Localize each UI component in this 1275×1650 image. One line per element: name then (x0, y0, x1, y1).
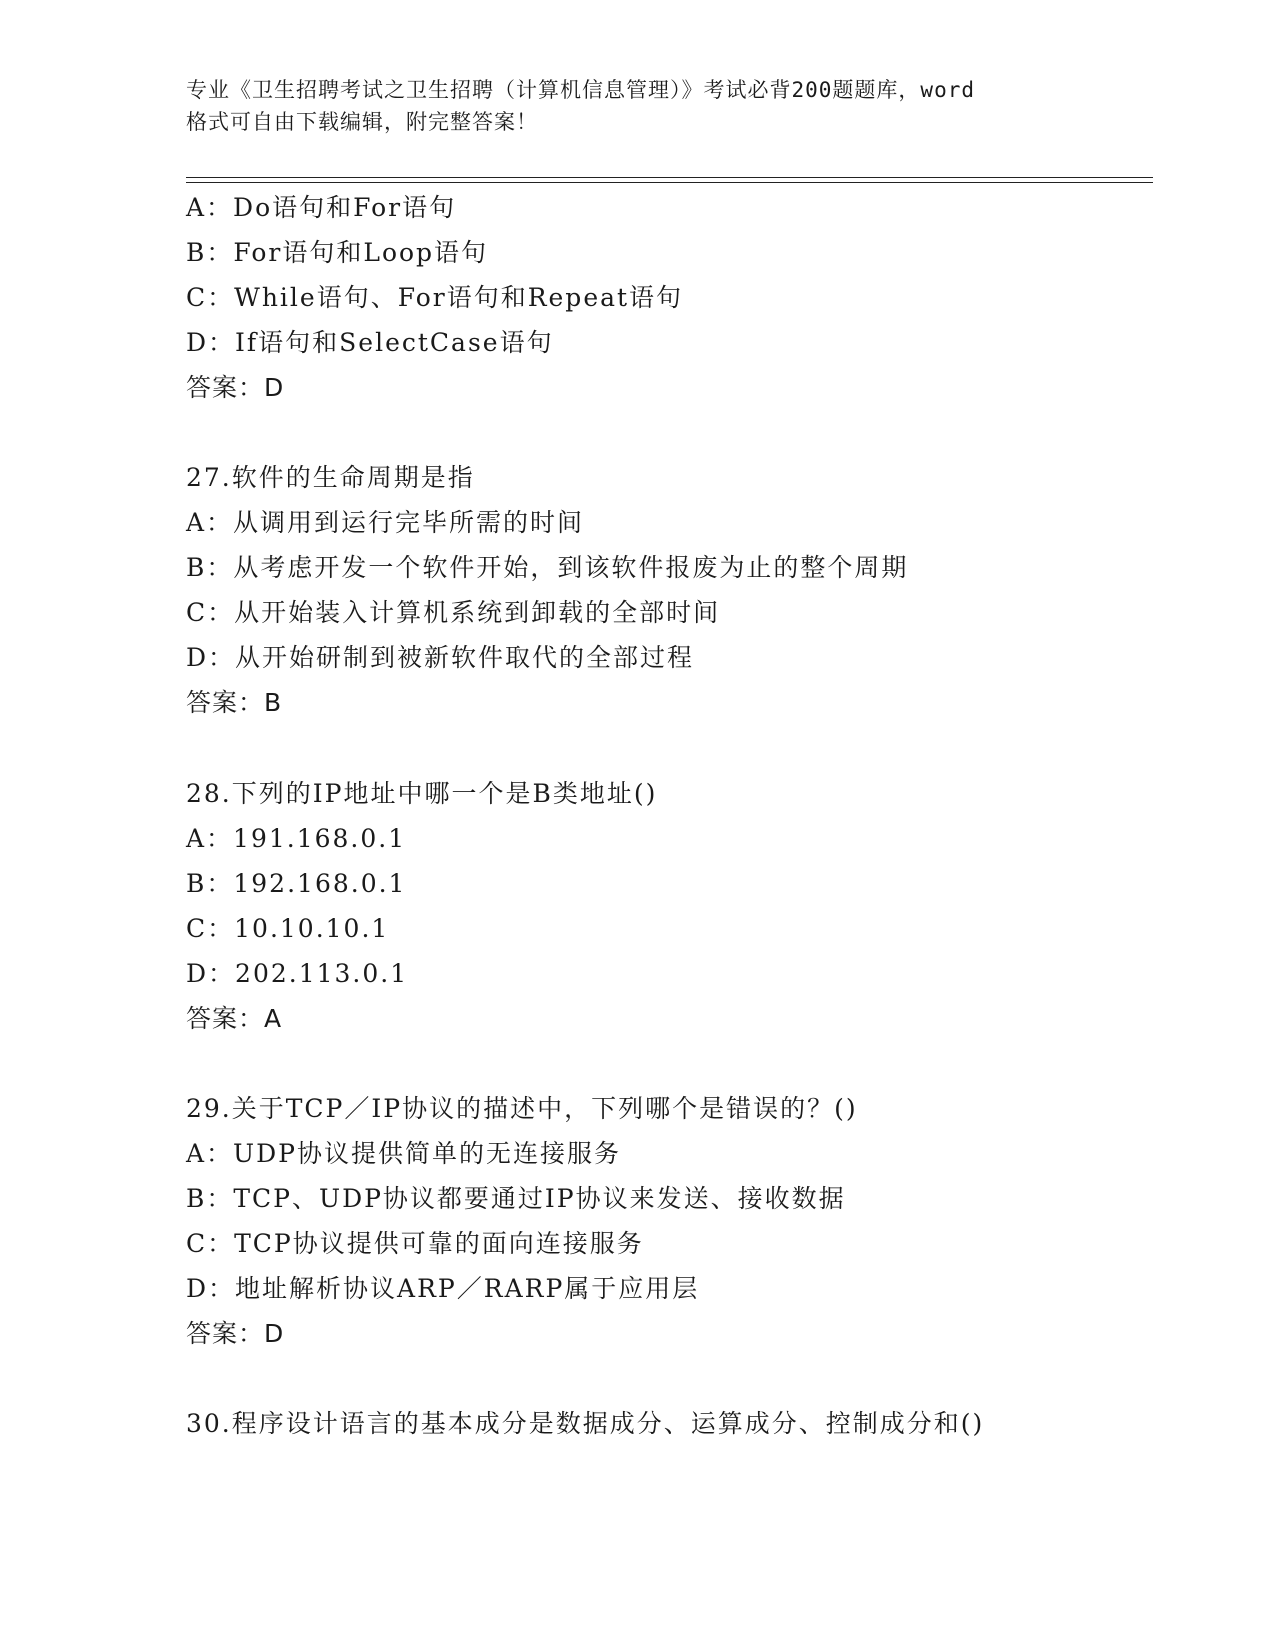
q29-option-c: C：TCP协议提供可靠的面向连接服务 (186, 1229, 644, 1258)
q27-option-b: B：从考虑开发一个软件开始，到该软件报废为止的整个周期 (186, 553, 909, 582)
q27-option-c: C：从开始装入计算机系统到卸载的全部时间 (186, 598, 721, 627)
q29-option-d: D：地址解析协议ARP／RARP属于应用层 (186, 1274, 700, 1303)
q26-option-a: A：Do语句和For语句 (186, 193, 457, 222)
document-header (186, 74, 1086, 138)
q28-option-b: B：192.168.0.1 (186, 869, 407, 898)
header-line-2: 格式可自由下载编辑，附完整答案！ (186, 110, 538, 134)
header-divider-bottom (186, 182, 1153, 183)
q28-option-d: D：202.113.0.1 (186, 959, 409, 988)
q27-answer: 答案：B (186, 688, 283, 717)
q28-answer: 答案：A (186, 1004, 283, 1033)
q29-option-b: B：TCP、UDP协议都要通过IP协议来发送、接收数据 (186, 1184, 846, 1213)
q26-answer: 答案：D (186, 373, 285, 402)
q27-option-d: D：从开始研制到被新软件取代的全部过程 (186, 643, 695, 672)
q28-question: 28.下列的IP地址中哪一个是B类地址() (186, 779, 658, 808)
header-divider-top (186, 177, 1153, 178)
q26-option-c: C：While语句、For语句和Repeat语句 (186, 283, 684, 312)
q28-option-a: A：191.168.0.1 (186, 824, 407, 853)
q26-option-d: D：If语句和SelectCase语句 (186, 328, 554, 357)
q28-option-c: C：10.10.10.1 (186, 914, 390, 943)
q27-question: 27.软件的生命周期是指 (186, 463, 475, 492)
q29-option-a: A：UDP协议提供简单的无连接服务 (186, 1139, 621, 1168)
header-line-1: 专业《卫生招聘考试之卫生招聘（计算机信息管理）》考试必背200题题库，word (186, 78, 975, 102)
q30-question: 30.程序设计语言的基本成分是数据成分、运算成分、控制成分和() (186, 1409, 985, 1438)
q29-answer: 答案：D (186, 1319, 285, 1348)
q29-question: 29.关于TCP／IP协议的描述中，下列哪个是错误的？() (186, 1094, 858, 1123)
q27-option-a: A：从调用到运行完毕所需的时间 (186, 508, 585, 537)
q26-option-b: B：For语句和Loop语句 (186, 238, 489, 267)
